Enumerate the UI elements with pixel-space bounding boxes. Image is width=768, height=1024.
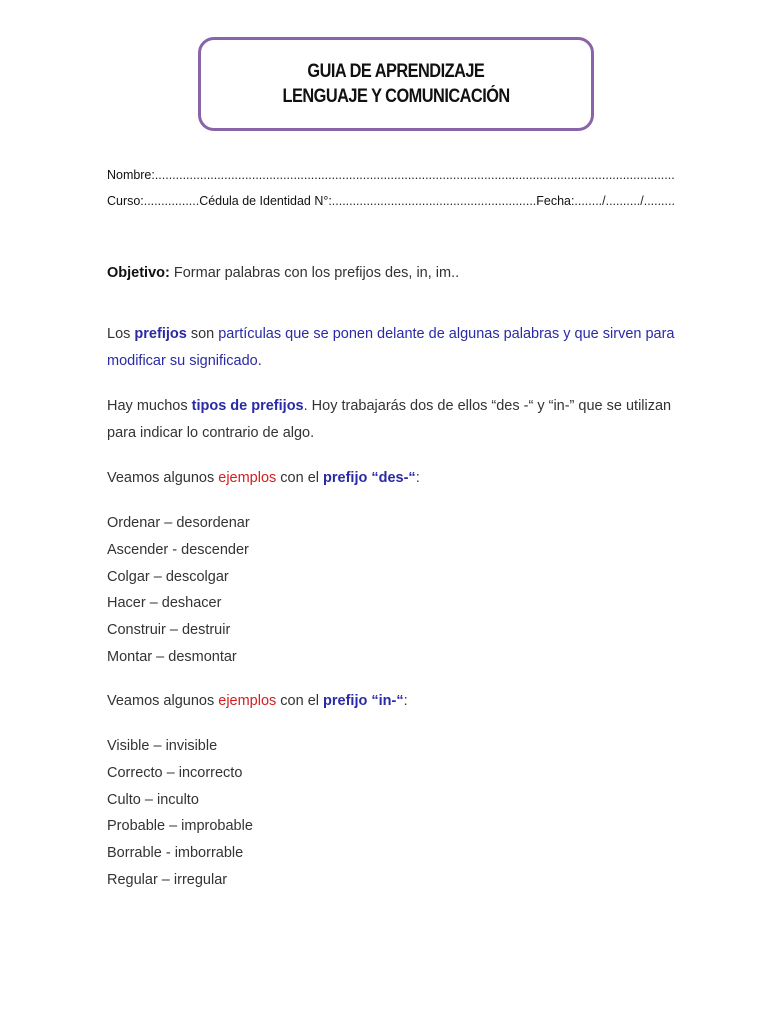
list-item: Visible – invisible <box>107 738 218 754</box>
p1-text-a: Los <box>107 326 135 342</box>
intro-paragraph-2 <box>107 393 677 447</box>
fecha-blank: ......../........../......... <box>574 193 675 208</box>
curso-blank: ................ <box>143 193 200 208</box>
des-heading-ejemplos: ejemplos <box>218 470 277 486</box>
in-heading-ejemplos: ejemplos <box>218 693 277 709</box>
list-item: Colgar – descolgar <box>107 568 229 585</box>
in-heading-prefijo: prefijo “in-“ <box>323 693 404 709</box>
des-heading-b: con el <box>276 470 324 486</box>
list-item: Probable – improbable <box>107 818 253 835</box>
list-item: Ascender - descender <box>107 541 249 558</box>
objetivo-text: Formar palabras con los prefijos des, in, im.. <box>169 265 460 281</box>
p2-tipos: tipos de prefijos <box>191 398 304 414</box>
objetivo-label: Objetivo: <box>107 265 170 281</box>
p1-text-b: son <box>186 326 219 342</box>
objetivo-paragraph <box>107 260 677 287</box>
in-heading-c: : <box>403 693 408 709</box>
cedula-label: Cédula de Identidad N°: <box>199 193 332 208</box>
title-line-1: GUIA DE APRENDIZAJE <box>307 61 485 82</box>
fecha-label: Fecha: <box>536 193 575 208</box>
cedula-blank: ........................................................... <box>331 193 537 208</box>
list-item: Borrable - imborrable <box>107 845 244 862</box>
list-item: Correcto – incorrecto <box>107 764 243 781</box>
des-heading <box>107 465 677 492</box>
curso-label: Curso: <box>107 193 144 208</box>
nombre-field <box>107 167 675 182</box>
curso-cedula-fecha-field <box>107 193 675 208</box>
des-heading-c: : <box>415 470 420 486</box>
intro-paragraph-1 <box>107 321 677 375</box>
des-word-list <box>107 510 250 671</box>
in-word-list <box>107 733 253 894</box>
p2-text-a: Hay muchos <box>107 398 192 414</box>
in-heading <box>107 688 677 715</box>
title-box <box>198 37 594 131</box>
p1-definition: partículas que se ponen delante de algunas palabras y que sirven para modificar su significado <box>107 326 675 369</box>
des-heading-a: Veamos algunos <box>107 470 219 486</box>
nombre-blank: ...................................................................................................................................................... <box>154 167 675 182</box>
title-line-2: LENGUAJE Y COMUNICACIÓN <box>282 86 510 107</box>
p2-text-b: . Hoy trabajarás dos de ellos “des -“ y “in-” que se utilizan para indicar lo contrario de algo. <box>107 398 672 441</box>
nombre-label: Nombre: <box>107 167 155 182</box>
list-item: Ordenar – desordenar <box>107 515 250 531</box>
in-heading-b: con el <box>276 693 324 709</box>
des-heading-prefijo: prefijo “des-“ <box>323 470 416 486</box>
list-item: Culto – inculto <box>107 791 199 808</box>
list-item: Regular – irregular <box>107 871 228 888</box>
p1-prefijos: prefijos <box>134 326 187 342</box>
list-item: Montar – desmontar <box>107 648 237 665</box>
list-item: Hacer – deshacer <box>107 595 222 612</box>
p1-text-d: . <box>257 353 262 369</box>
in-heading-a: Veamos algunos <box>107 693 219 709</box>
list-item: Construir – destruir <box>107 622 231 639</box>
